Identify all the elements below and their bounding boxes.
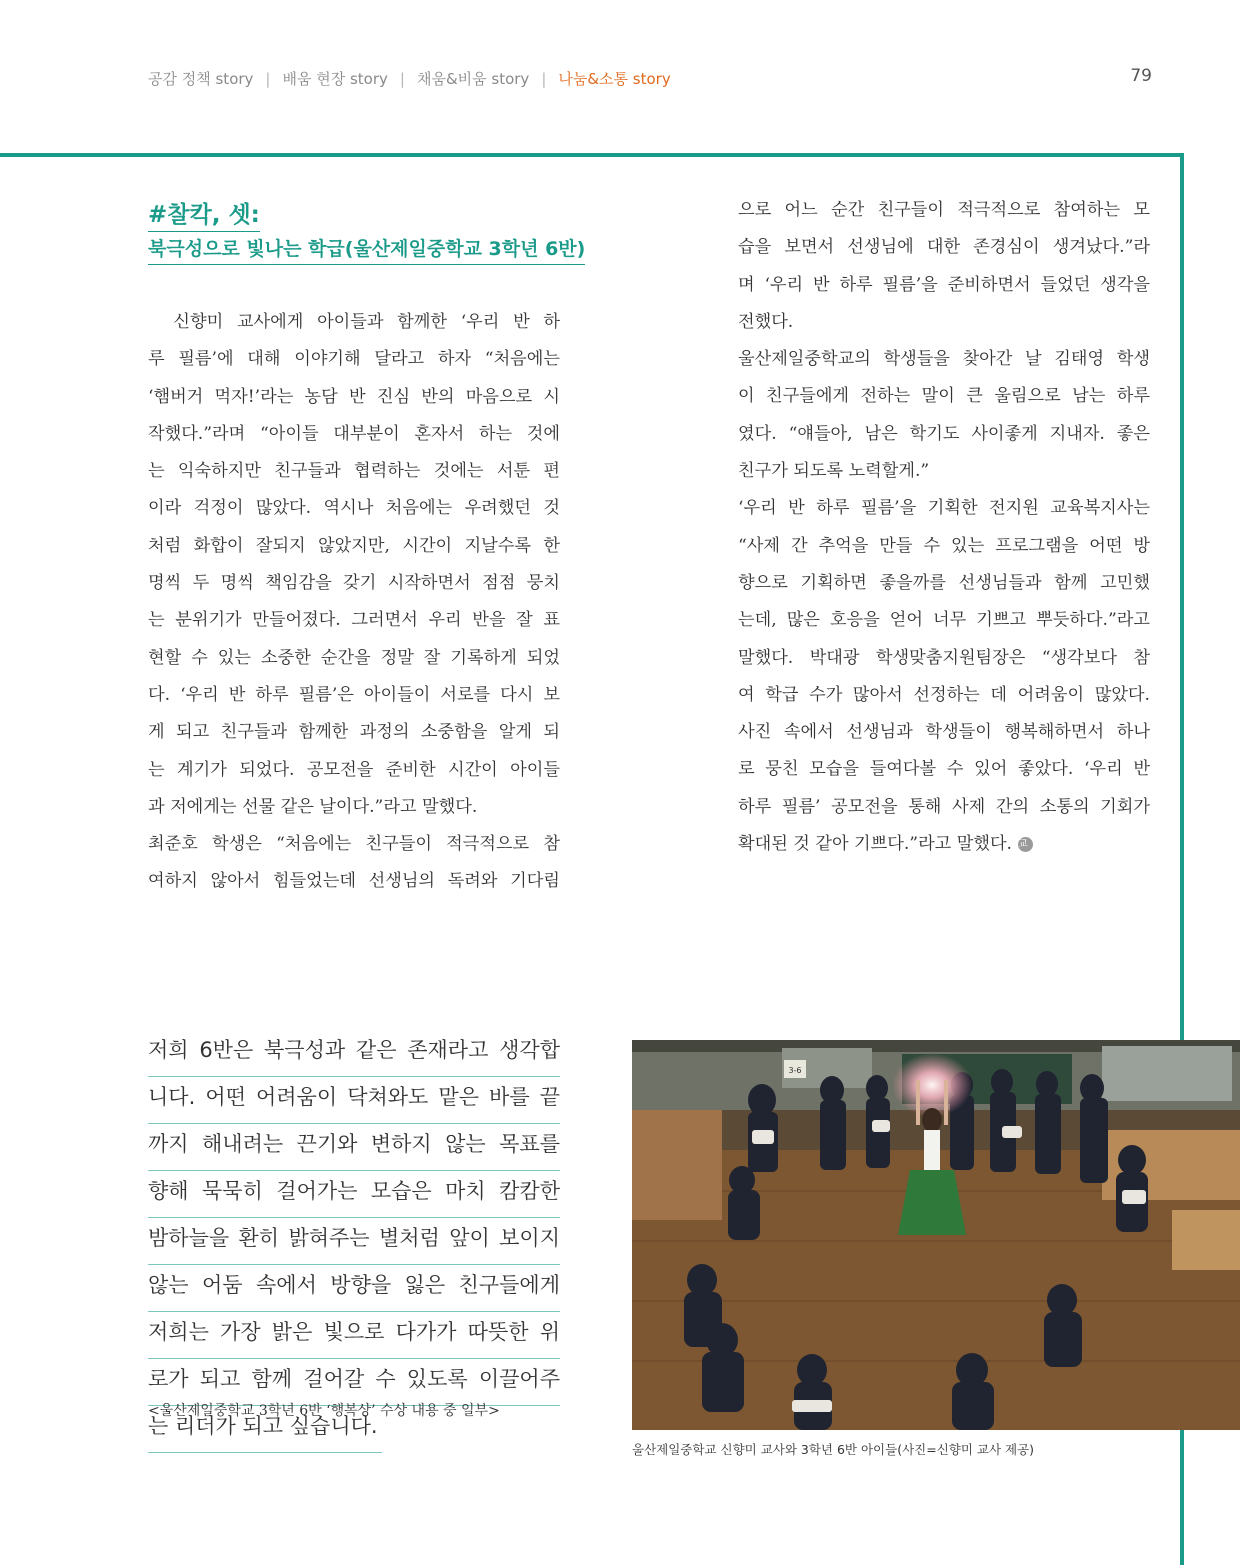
body-line: 습을 보면서 선생님에 대한 존경심이 생겨났다.”라 (738, 237, 1150, 258)
body-line: 며 ‘우리 반 하루 필름’을 준비하면서 들었던 생각을 (738, 274, 1150, 295)
quote-line: 저희는 가장 밝은 빛으로 다가가 따뜻한 위 (148, 1312, 560, 1359)
body-line: ‘햄버거 먹자!’라는 농담 반 진심 반의 마음으로 시 (148, 386, 560, 407)
photo-caption: 울산제일중학교 신향미 교사와 3학년 6반 아이들(사진=신향미 교사 제공) (632, 1442, 1035, 1457)
body-line: 전했다. (738, 311, 794, 332)
body-line: 로 뭉친 모습을 들여다볼 수 있어 좋았다. ‘우리 반 (738, 759, 1150, 780)
body-line: 다. ‘우리 반 하루 필름’은 아이들이 서로를 다시 보 (148, 684, 560, 705)
body-line: 말했다. 박대광 학생맞춤지원팀장은 “생각보다 참 (738, 647, 1150, 668)
quote-line: 로가 되고 함께 걸어갈 수 있도록 이끌어주 (148, 1359, 560, 1406)
body-line: 명씩 두 명씩 책임감을 갖기 시작하면서 점점 뭉치 (148, 573, 560, 594)
quote-line: 향해 묵묵히 걸어가는 모습은 마치 캄캄한 (148, 1171, 560, 1218)
body-line-text: 확대된 것 같아 기쁘다.”라고 말했다. (738, 834, 1013, 855)
classroom-photo (632, 1040, 1240, 1430)
quote-line: 니다. 어떤 어려움이 닥쳐와도 맡은 바를 끝 (148, 1077, 560, 1124)
body-line: 여 학급 수가 많아서 선정하는 데 어려움이 많았다. (738, 684, 1150, 705)
body-line: ‘우리 반 하루 필름’을 기획한 전지원 교육복지사는 (738, 498, 1150, 519)
body-line: 과 저에게는 선물 같은 날이다.”라고 말했다. (148, 796, 478, 817)
left-column (148, 304, 560, 901)
quote-line: 까지 해내려는 끈기와 변하지 않는 목표를 (148, 1124, 560, 1171)
page-header (148, 66, 1152, 92)
section-nav (148, 68, 671, 89)
right-column (738, 192, 1150, 863)
body-line: 는데, 많은 호응을 얻어 너무 기쁘고 뿌듯하다.”라고 (738, 610, 1150, 631)
classroom-sign: 3-6 (788, 1066, 802, 1075)
pull-quote (148, 1030, 560, 1458)
body-line: 하루 필름’ 공모전을 통해 사제 간의 소통의 기회가 (738, 796, 1150, 817)
body-line: 는 익숙하지만 친구들과 협력하는 것에는 서툰 편 (148, 461, 560, 482)
body-line: 친구가 되도록 노력할게.” (738, 461, 930, 482)
nav-item-policy[interactable]: 공감 정책 story (148, 70, 254, 88)
body-line: 였다. “얘들아, 남은 학기도 사이좋게 지내자. 좋은 (738, 423, 1150, 444)
body-line: 루 필름’에 대해 이야기해 달라고 하자 “처음에는 (148, 349, 560, 370)
nav-item-learning[interactable]: 배움 현장 story (282, 70, 388, 88)
frame-top-rule (0, 153, 1184, 157)
nav-separator: | (265, 70, 271, 88)
section-tag: #찰칵, 셋: (148, 196, 260, 232)
body-line: 는 분위기가 만들어졌다. 그러면서 우리 반을 잘 표 (148, 610, 560, 631)
photo-illustration (632, 1040, 1240, 1430)
page-number: 79 (1130, 66, 1152, 86)
quote-line: 저희 6반은 북극성과 같은 존재라고 생각합 (148, 1030, 560, 1077)
body-line: 향으로 기획하면 좋을까를 선생님들과 함께 고민했 (738, 572, 1150, 593)
quote-source: <울산제일중학교 3학년 6반 ‘행복상’ 수상 내용 중 일부> (148, 1403, 500, 1419)
end-mark-icon: 교 (1018, 837, 1033, 852)
body-line: 작했다.”라며 “아이들 대부분이 혼자서 하는 것에 (148, 423, 560, 444)
nav-item-fill-empty[interactable]: 채움&비움 story (416, 70, 530, 88)
nav-item-sharing[interactable]: 나눔&소통 story (558, 70, 671, 88)
nav-separator: | (541, 70, 547, 88)
body-line: 현할 수 있는 소중한 순간을 정말 잘 기록하게 되었 (148, 647, 560, 668)
body-line: 여하지 않아서 힘들었는데 선생님의 독려와 기다림 (148, 871, 560, 892)
body-line: 사진 속에서 선생님과 학생들이 행복해하면서 하나 (738, 722, 1150, 743)
body-line: 으로 어느 순간 친구들이 적극적으로 참여하는 모 (738, 200, 1150, 220)
body-line: 최준호 학생은 “처음에는 친구들이 적극적으로 참 (148, 834, 560, 855)
body-line-final (738, 826, 1150, 863)
body-line: 이 친구들에게 전하는 말이 큰 울림으로 남는 하루 (738, 386, 1150, 407)
quote-line: 밤하늘을 환히 밝혀주는 별처럼 앞이 보이지 (148, 1218, 560, 1265)
body-line: 는 계기가 되었다. 공모전을 준비한 시간이 아이들 (148, 759, 560, 780)
nav-separator: | (399, 70, 405, 88)
body-line: 이라 걱정이 많았다. 역시나 처음에는 우려했던 것 (148, 498, 560, 519)
body-line: 울산제일중학교의 학생들을 찾아간 날 김태영 학생 (738, 349, 1150, 370)
section-title: 북극성으로 빛나는 학급(울산제일중학교 3학년 6반) (148, 234, 585, 265)
quote-line: 않는 어둠 속에서 방향을 잃은 친구들에게 (148, 1265, 560, 1312)
body-line: 신향미 교사에게 아이들과 함께한 ‘우리 반 하 (148, 312, 560, 332)
quote-line: 는 리더가 되고 싶습니다. (148, 1406, 382, 1453)
body-line: “사제 간 추억을 만들 수 있는 프로그램을 어떤 방 (738, 535, 1150, 556)
body-line: 처럼 화합이 잘되지 않았지만, 시간이 지날수록 한 (148, 535, 560, 556)
body-line: 게 되고 친구들과 함께한 과정의 소중함을 알게 되 (148, 722, 560, 743)
